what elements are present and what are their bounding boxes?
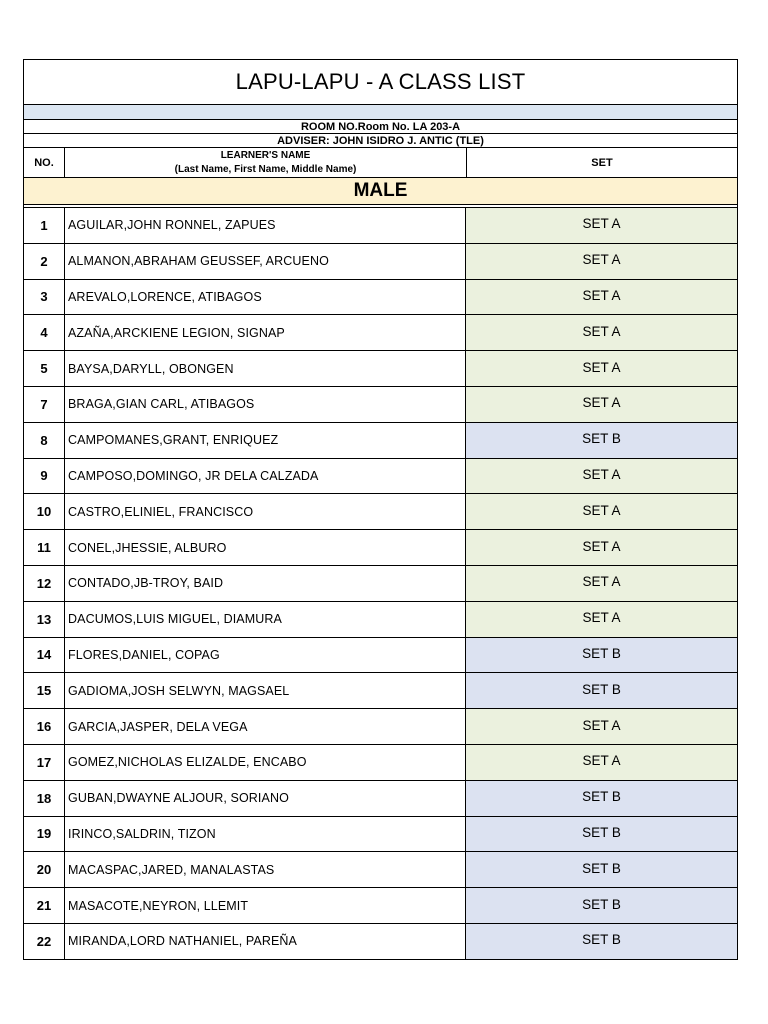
table-row	[24, 494, 737, 530]
learner-name: AREVALO,LORENCE, ATIBAGOS	[65, 280, 466, 315]
learner-name: BAYSA,DARYLL, OBONGEN	[65, 351, 466, 386]
learner-number: 3	[24, 280, 65, 315]
learner-set: SET A	[466, 566, 737, 601]
learner-set: SET B	[466, 817, 737, 852]
column-header-set: SET	[591, 156, 613, 169]
table-row	[24, 423, 737, 459]
table-row	[24, 280, 737, 316]
learner-number: 21	[24, 888, 65, 923]
learner-name: ALMANON,ABRAHAM GEUSSEF, ARCUENO	[65, 244, 466, 279]
column-header-row	[24, 148, 737, 178]
table-row	[24, 638, 737, 674]
learner-name: IRINCO,SALDRIN, TIZON	[65, 817, 466, 852]
room-number: ROOM NO.Room No. LA 203-A	[24, 120, 737, 134]
learner-number: 18	[24, 781, 65, 816]
learner-set: SET B	[466, 423, 737, 458]
table-row	[24, 924, 737, 959]
column-header-no: NO.	[24, 148, 65, 177]
learner-number: 15	[24, 673, 65, 708]
column-header-name-title: LEARNER'S NAME	[220, 149, 311, 161]
learner-set: SET A	[466, 280, 737, 315]
table-row	[24, 709, 737, 745]
learner-number: 17	[24, 745, 65, 780]
learner-number: 7	[24, 387, 65, 422]
sheet-title: LAPU-LAPU - A CLASS LIST	[24, 60, 737, 105]
learner-set: SET A	[466, 387, 737, 422]
learner-number: 1	[24, 208, 65, 243]
learner-number: 22	[24, 924, 65, 959]
learner-table-body	[24, 208, 737, 959]
table-row	[24, 315, 737, 351]
learner-set: SET B	[466, 638, 737, 673]
learner-name: DACUMOS,LUIS MIGUEL, DIAMURA	[65, 602, 466, 637]
table-row	[24, 244, 737, 280]
learner-number: 20	[24, 852, 65, 887]
learner-name: GUBAN,DWAYNE ALJOUR, SORIANO	[65, 781, 466, 816]
learner-set: SET A	[466, 709, 737, 744]
learner-set: SET A	[466, 315, 737, 350]
table-row	[24, 208, 737, 244]
table-row	[24, 781, 737, 817]
learner-set: SET A	[466, 208, 737, 243]
table-row	[24, 852, 737, 888]
learner-number: 11	[24, 530, 65, 565]
learner-name: CONEL,JHESSIE, ALBURO	[65, 530, 466, 565]
section-male: MALE	[24, 178, 737, 205]
learner-name: MASACOTE,NEYRON, LLEMIT	[65, 888, 466, 923]
learner-name: GADIOMA,JOSH SELWYN, MAGSAEL	[65, 673, 466, 708]
column-header-name	[65, 148, 467, 177]
learner-name: AGUILAR,JOHN RONNEL, ZAPUES	[65, 208, 466, 243]
learner-name: GOMEZ,NICHOLAS ELIZALDE, ENCABO	[65, 745, 466, 780]
table-row	[24, 530, 737, 566]
table-row	[24, 602, 737, 638]
learner-name: GARCIA,JASPER, DELA VEGA	[65, 709, 466, 744]
learner-set: SET B	[466, 888, 737, 923]
learner-set: SET B	[466, 673, 737, 708]
header-band	[24, 105, 737, 120]
learner-name: CAMPOSO,DOMINGO, JR DELA CALZADA	[65, 459, 466, 494]
table-row	[24, 387, 737, 423]
learner-number: 12	[24, 566, 65, 601]
learner-set: SET A	[466, 459, 737, 494]
learner-number: 16	[24, 709, 65, 744]
learner-number: 5	[24, 351, 65, 386]
table-row	[24, 888, 737, 924]
learner-number: 8	[24, 423, 65, 458]
learner-name: BRAGA,GIAN CARL, ATIBAGOS	[65, 387, 466, 422]
learner-set: SET B	[466, 781, 737, 816]
class-list-sheet	[23, 59, 738, 960]
learner-number: 13	[24, 602, 65, 637]
learner-number: 14	[24, 638, 65, 673]
table-row	[24, 459, 737, 495]
learner-set: SET A	[466, 602, 737, 637]
learner-set: SET A	[466, 530, 737, 565]
learner-set: SET A	[466, 745, 737, 780]
learner-set: SET A	[466, 351, 737, 386]
learner-name: MIRANDA,LORD NATHANIEL, PAREÑA	[65, 924, 466, 959]
learner-name: MACASPAC,JARED, MANALASTAS	[65, 852, 466, 887]
table-row	[24, 673, 737, 709]
table-row	[24, 745, 737, 781]
learner-number: 10	[24, 494, 65, 529]
learner-set: SET B	[466, 852, 737, 887]
learner-name: FLORES,DANIEL, COPAG	[65, 638, 466, 673]
learner-name: AZAÑA,ARCKIENE LEGION, SIGNAP	[65, 315, 466, 350]
table-row	[24, 566, 737, 602]
learner-name: CAMPOMANES,GRANT, ENRIQUEZ	[65, 423, 466, 458]
learner-name: CONTADO,JB-TROY, BAID	[65, 566, 466, 601]
learner-number: 19	[24, 817, 65, 852]
table-row	[24, 351, 737, 387]
learner-set: SET B	[466, 924, 737, 959]
learner-set: SET A	[466, 244, 737, 279]
adviser-name: ADVISER: JOHN ISIDRO J. ANTIC (TLE)	[24, 134, 737, 148]
learner-number: 2	[24, 244, 65, 279]
column-header-name-format: (Last Name, First Name, Middle Name)	[174, 163, 357, 175]
learner-number: 4	[24, 315, 65, 350]
learner-set: SET A	[466, 494, 737, 529]
table-row	[24, 817, 737, 853]
learner-name: CASTRO,ELINIEL, FRANCISCO	[65, 494, 466, 529]
learner-number: 9	[24, 459, 65, 494]
